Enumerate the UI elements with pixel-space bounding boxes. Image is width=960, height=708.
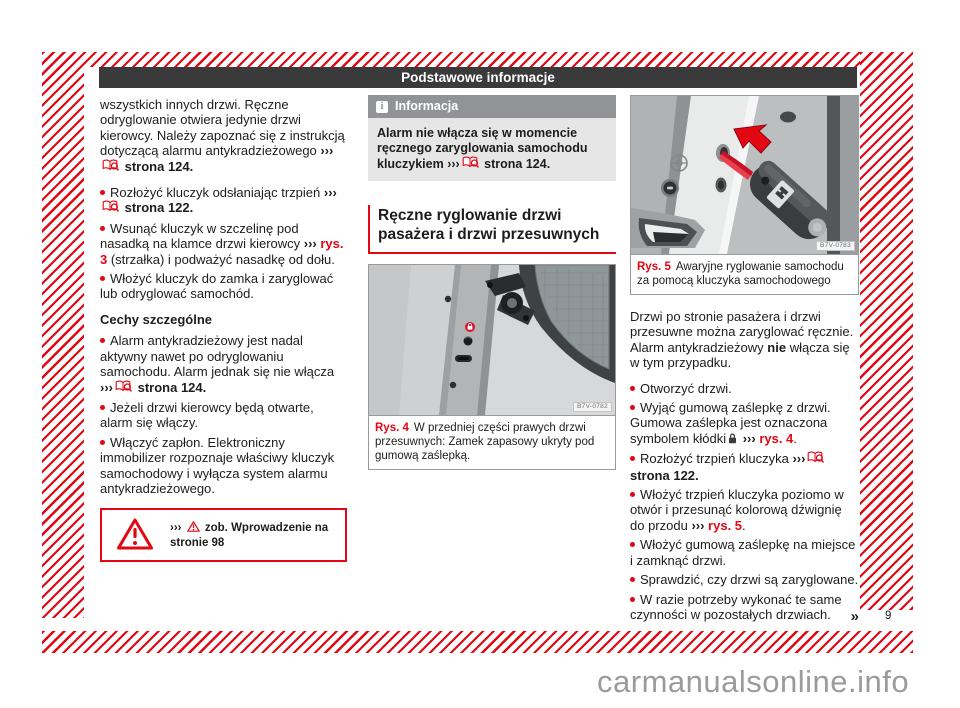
- info-box-header: [368, 95, 616, 118]
- list-item: [100, 400, 347, 431]
- bullet-icon: [630, 577, 635, 582]
- list-item-text: Otworzyć drzwi.: [640, 380, 732, 396]
- book-search-icon: [807, 451, 824, 467]
- warning-small-icon: [187, 521, 200, 536]
- bullet-icon: [630, 386, 635, 391]
- warning-box: [100, 508, 347, 562]
- watermark: carmanualsonline.info: [597, 664, 910, 699]
- figure-5: [630, 95, 859, 295]
- subheading: Cechy szczególne: [100, 311, 212, 327]
- book-search-icon: [102, 200, 119, 216]
- list-item-text: Sprawdzić, czy drzwi są zaryglowane.: [640, 572, 859, 588]
- figure-5-label: Rys. 5: [637, 261, 671, 273]
- bullet-icon: [630, 597, 635, 602]
- list-item-text: Włożyć kluczyk do zamka i zaryglować lub odryglować samochód.: [100, 271, 334, 302]
- warning-text: ››› zob. Wprowadzenie na stronie 98: [170, 521, 329, 549]
- list-item-text: W razie potrzeby wykonać te same czynności w pozostałych drzwiach.: [630, 591, 842, 622]
- book-search-icon: [115, 380, 132, 396]
- middle-column: [368, 95, 616, 470]
- list-item-text: Włożyć gumową zaślepkę na miejsce i zamknąć drzwi.: [630, 537, 856, 568]
- figure-4-code: B7V-0782: [573, 402, 612, 412]
- list-item: [100, 333, 347, 396]
- bullet-icon: [100, 440, 105, 445]
- list-item: [630, 572, 859, 587]
- bullet-icon: [100, 276, 105, 281]
- book-search-icon: [462, 156, 479, 173]
- info-box-title: Informacja: [395, 98, 459, 113]
- info-box: [368, 95, 616, 181]
- list-item: [100, 185, 347, 217]
- paragraph: wszystkich innych drzwi. Ręczne odryglowanie otwiera jedynie drzwi kierowcy. Należy zapoznać się z instrukcją dotyczącą alarmu antykradzieżowego ››› strona 124.: [100, 97, 345, 174]
- list-item-text: Jeżeli drzwi kierowcy będą otwarte, alarm się włączy.: [100, 399, 314, 431]
- bullet-icon: [630, 492, 635, 497]
- figure-5-caption-text: Awaryjne ryglowanie samochodu za pomocą kluczyka samochodowego: [637, 261, 844, 287]
- striped-border-top: [42, 52, 913, 67]
- list-item-text: Wsunąć kluczyk w szczelinę pod nasadką na klamce drzwi kierowcy ››› rys. 3 (strzałka) i podważyć nasadkę od dołu.: [100, 220, 344, 267]
- section-title: Ręczne ryglowanie drzwi pasażera i drzwi przesuwnych: [368, 205, 616, 254]
- warning-triangle-icon: [116, 517, 154, 554]
- padlock-icon: [728, 432, 737, 447]
- continuation-mark: »: [850, 607, 859, 625]
- list-item-text: Rozłożyć trzpień kluczyka ››› strona 122.: [630, 451, 826, 482]
- info-icon: i: [376, 101, 388, 113]
- list-item: [100, 271, 347, 302]
- right-column: [630, 95, 859, 626]
- figure-4-image: [369, 265, 615, 415]
- striped-border-right: [860, 52, 913, 610]
- list-item-text: Włączyć zapłon. Elektroniczny immobilizer rozpoznaje właściwy kluczyk samochodowy i wyłącza system alarmu antykradzieżowego.: [100, 434, 335, 496]
- bullet-icon: [100, 338, 105, 343]
- left-column: [100, 97, 347, 562]
- list-item: [630, 592, 859, 623]
- list-item: [630, 537, 859, 568]
- figure-5-caption: [631, 254, 858, 294]
- figure-4-caption-text: W przedniej części prawych drzwi przesuwnych: Zamek zapasowy ukryty pod gumową zaślepką.: [375, 422, 595, 462]
- list-item: [630, 451, 859, 483]
- striped-border-bottom: [42, 631, 913, 653]
- figure-5-image: [631, 96, 858, 254]
- list-item-text: Alarm antykradzieżowy jest nadal aktywny nawet po odryglowaniu samochodu. Alarm jednak się nie włącza ››› strona 124.: [100, 333, 335, 395]
- list-item-text: Włożyć trzpień kluczyka poziomo w otwór i przesunąć kolorową dźwignię do przodu ››› rys. 5.: [630, 487, 844, 533]
- figure-4-caption: [369, 415, 615, 469]
- paragraph: Drzwi po stronie pasażera i drzwi przesuwne można zaryglować ręcznie. Alarm antykradzieżowy nie włącza się w tym przypadku.: [630, 309, 854, 371]
- page-number: 9: [885, 610, 892, 622]
- figure-4-label: Rys. 4: [375, 422, 409, 434]
- list-item: [100, 221, 347, 267]
- list-item-text: Rozłożyć kluczyk odsłaniając trzpień ››› strona 122.: [100, 185, 337, 215]
- list-item: [630, 487, 859, 533]
- list-item: [630, 400, 859, 447]
- figure-5-code: B7V-0783: [816, 241, 855, 251]
- bullet-icon: [100, 190, 105, 195]
- bullet-icon: [630, 456, 635, 461]
- figure-4: [368, 264, 616, 470]
- page-title: Podstawowe informacje: [401, 70, 555, 85]
- list-item: [100, 435, 347, 497]
- bullet-icon: [630, 542, 635, 547]
- list-item: [630, 381, 859, 396]
- list-item-text: Wyjąć gumową zaślepkę z drzwi. Gumowa zaślepka jest oznaczona symbolem kłódki ››› rys. 4.: [630, 400, 831, 446]
- info-box-body: Alarm nie włącza się w momencie ręcznego zaryglowania samochodu kluczykiem ››› strona 124.: [368, 118, 616, 181]
- page-header-bar: [99, 67, 857, 88]
- striped-border-left: [42, 52, 84, 618]
- bullet-icon: [100, 226, 105, 231]
- bullet-icon: [100, 405, 105, 410]
- bullet-icon: [630, 405, 635, 410]
- book-search-icon: [102, 159, 119, 175]
